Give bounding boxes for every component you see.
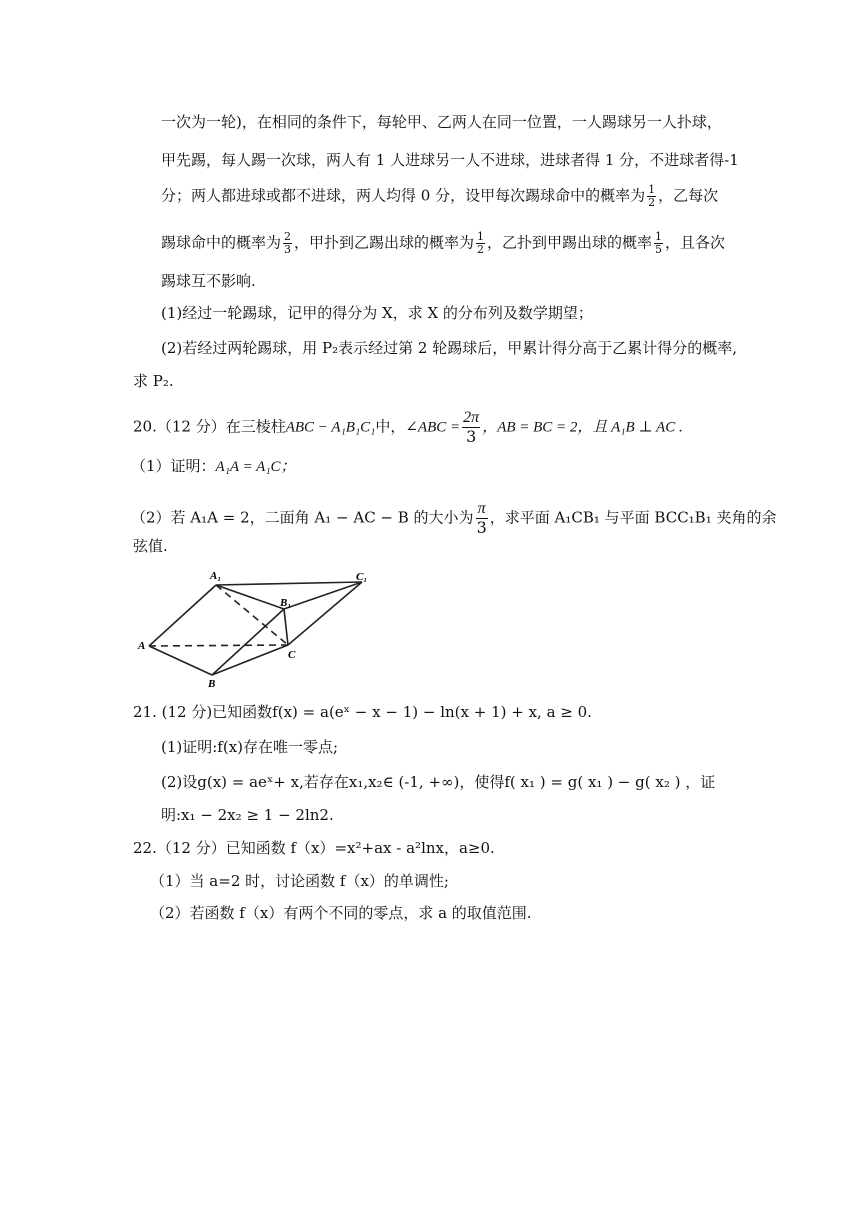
label-B1: B₁ [280, 597, 292, 609]
q19-part2: (2)若经过两轮踢球，用 P₂表示经过第 2 轮踢球后，甲累计得分高于乙累计得分的概率, [161, 339, 737, 357]
q21-part1: (1)证明:f(x)存在唯一零点; [161, 738, 339, 756]
q21-head: 21. (12 分)已知函数f(x) = a(eˣ − x − 1) − ln(x + 1) + x, a ≥ 0. [133, 703, 592, 721]
q19-line5: 踢球互不影响. [161, 272, 256, 290]
q19-part2-end: 求 P₂. [133, 372, 174, 390]
fraction-1-2b: $\frac{1}{2}$ [477, 230, 485, 256]
q21-part2-end: 明:x₁ − 2x₂ ≥ 1 − 2ln2. [161, 806, 334, 824]
fraction-1-5: $\frac{1}{5}$ [655, 230, 663, 256]
q19-part1: (1)经过一轮踢球，记甲的得分为 X，求 X 的分布列及数学期望； [161, 304, 593, 322]
q19-line3: 分；两人都进球或都不进球，两人均得 0 分，设甲每次踢球命中的概率为 $\frac{1}{2}$ ，乙每次 [161, 183, 719, 209]
q20-part2: （2）若 A₁A = 2，二面角 A₁ − AC − B 的大小为 $\frac{\pi}{3}$ ，求平面 A₁CB₁ 与平面 BCC₁B₁ 夹角的余 [131, 500, 777, 537]
q21-part2: (2)设g(x) = aeˣ+ x,若存在x₁,x₂∈ (-1, +∞)，使得f( x₁ ) = g( x₁ ) − g( x₂ ) ，证 [161, 773, 716, 791]
label-A1: A₁ [210, 570, 222, 582]
label-C: C [288, 649, 296, 661]
q20-part1: （1）证明：A₁A = A₁C； [131, 457, 296, 475]
label-C1: C₁ [356, 571, 368, 583]
fraction-1-2: $\frac{1}{2}$ [648, 183, 656, 209]
fraction-2pi-3: $\frac{2\pi}{3}$ [463, 409, 480, 446]
prism-figure [132, 566, 372, 690]
q22-part2: （2）若函数 f（x）有两个不同的零点，求 a 的取值范围. [150, 904, 532, 922]
fraction-pi-3: $\frac{\pi}{3}$ [476, 500, 487, 537]
q19-line4: 踢球命中的概率为 $\frac{2}{3}$ ，甲扑到乙踢出球的概率为 $\frac{1}{2}$ ，乙扑到甲踢出球的概率 $\frac{1}{5}$ ，且各次 [161, 230, 726, 256]
q22-part1: （1）当 a=2 时，讨论函数 f（x）的单调性; [150, 872, 449, 890]
label-B: B [208, 678, 216, 690]
q20-head: 20.（12 分）在三棱柱ABC − A₁B₁C₁中，∠ABC = $\frac{2\pi}{3}$ ，AB = BC = 2，且 A₁B ⊥ AC . [133, 409, 683, 446]
fraction-2-3: $\frac{2}{3}$ [284, 230, 292, 256]
q22-head: 22.（12 分）已知函数 f（x）=x²+ax - a²lnx，a≥0. [133, 839, 495, 857]
label-A: A [138, 640, 146, 652]
q20-part2-end: 弦值. [133, 537, 168, 555]
q19-line2: 甲先踢，每人踢一次球，两人有 1 人进球另一人不进球，进球者得 1 分，不进球者得-1 [161, 151, 739, 169]
q19-line1: 一次为一轮)，在相同的条件下，每轮甲、乙两人在同一位置，一人踢球另一人扑球， [161, 113, 722, 131]
